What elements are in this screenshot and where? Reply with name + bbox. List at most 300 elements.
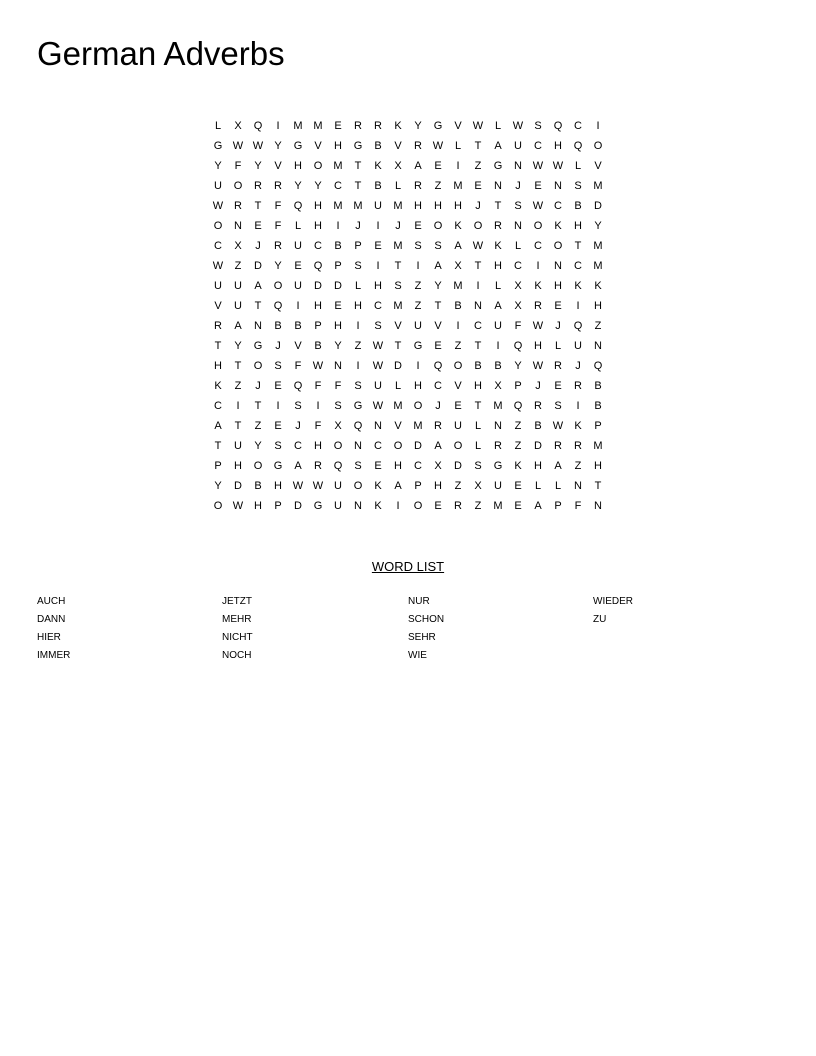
grid-cell: A xyxy=(294,460,302,472)
grid-row xyxy=(208,396,608,416)
grid-cell: R xyxy=(254,180,262,192)
grid-cell: F xyxy=(514,320,522,332)
grid-cell: U xyxy=(374,200,382,212)
grid-cell: G xyxy=(493,460,503,472)
grid-cell: P xyxy=(274,500,282,512)
grid-cell: E xyxy=(274,380,282,392)
grid-cell: A xyxy=(214,420,222,432)
word-list-item: WIEDER xyxy=(593,596,633,607)
grid-cell: G xyxy=(253,340,263,352)
grid-cell: Q xyxy=(313,260,323,272)
grid-cell: M xyxy=(453,180,463,192)
grid-cell: G xyxy=(353,400,363,412)
grid-cell: M xyxy=(593,240,603,252)
grid-cell: G xyxy=(493,160,503,172)
grid-cell: Y xyxy=(434,280,442,292)
grid-cell: M xyxy=(333,200,343,212)
grid-cell: T xyxy=(254,200,262,212)
grid-cell: K xyxy=(534,280,542,292)
grid-cell: O xyxy=(393,440,403,452)
grid-cell: F xyxy=(314,420,322,432)
grid-cell: Y xyxy=(514,360,522,372)
grid-cell: Q xyxy=(433,360,443,372)
grid-cell: O xyxy=(213,220,223,232)
grid-cell: J xyxy=(395,220,401,232)
grid-cell: R xyxy=(494,220,502,232)
grid-cell: I xyxy=(276,400,280,412)
grid-cell: B xyxy=(274,320,282,332)
grid-cell: N xyxy=(474,300,482,312)
grid-cell: R xyxy=(314,460,322,472)
grid-cell: K xyxy=(514,460,522,472)
grid-cell: I xyxy=(456,160,460,172)
grid-cell: I xyxy=(296,300,300,312)
grid-cell: H xyxy=(574,220,582,232)
grid-cell: R xyxy=(374,120,382,132)
grid-cell: Y xyxy=(214,160,222,172)
grid-cell: E xyxy=(274,420,282,432)
grid-cell: B xyxy=(454,300,462,312)
grid-cell: T xyxy=(594,480,602,492)
grid-cell: T xyxy=(574,240,582,252)
grid-row xyxy=(208,236,608,256)
grid-cell: T xyxy=(474,260,482,272)
grid-cell: H xyxy=(294,160,302,172)
grid-cell: T xyxy=(214,440,222,452)
grid-row xyxy=(208,436,608,456)
grid-cell: C xyxy=(554,200,562,212)
grid-cell: O xyxy=(453,440,463,452)
grid-cell: R xyxy=(454,500,462,512)
grid-cell: Z xyxy=(474,500,482,512)
word-list-column xyxy=(593,593,778,629)
grid-cell: L xyxy=(394,180,402,192)
grid-cell: Z xyxy=(474,160,482,172)
grid-cell: D xyxy=(394,360,402,372)
grid-cell: Z xyxy=(414,280,422,292)
grid-cell: Y xyxy=(594,220,602,232)
grid-cell: W xyxy=(512,120,524,132)
grid-row xyxy=(208,376,608,396)
grid-cell: F xyxy=(274,200,282,212)
grid-cell: G xyxy=(213,140,223,152)
grid-cell: L xyxy=(354,280,362,292)
grid-cell: E xyxy=(374,240,382,252)
grid-cell: X xyxy=(234,240,242,252)
grid-cell: X xyxy=(434,460,442,472)
grid-cell: O xyxy=(433,220,443,232)
grid-cell: W xyxy=(532,160,544,172)
grid-cell: A xyxy=(494,300,502,312)
grid-cell: N xyxy=(494,420,502,432)
grid-cell: R xyxy=(494,440,502,452)
grid-cell: H xyxy=(594,300,602,312)
grid-cell: C xyxy=(214,240,222,252)
grid-cell: C xyxy=(374,300,382,312)
grid-cell: Z xyxy=(234,260,242,272)
grid-cell: S xyxy=(394,280,402,292)
grid-cell: L xyxy=(574,160,582,172)
grid-cell: J xyxy=(515,180,521,192)
grid-cell: W xyxy=(232,140,244,152)
grid-cell: R xyxy=(214,320,222,332)
grid-cell: K xyxy=(494,240,502,252)
grid-cell: W xyxy=(372,360,384,372)
grid-cell: I xyxy=(476,280,480,292)
grid-cell: N xyxy=(574,480,582,492)
grid-cell: J xyxy=(275,340,281,352)
grid-cell: S xyxy=(274,440,282,452)
grid-cell: H xyxy=(434,480,442,492)
grid-cell: K xyxy=(374,160,382,172)
grid-cell: V xyxy=(294,340,302,352)
grid-cell: N xyxy=(594,340,602,352)
grid-cell: S xyxy=(474,460,482,472)
grid-cell: A xyxy=(534,500,542,512)
grid-cell: W xyxy=(532,200,544,212)
grid-row xyxy=(208,496,608,516)
grid-cell: Q xyxy=(573,140,583,152)
grid-cell: T xyxy=(474,340,482,352)
grid-cell: D xyxy=(294,500,302,512)
grid-cell: I xyxy=(276,120,280,132)
grid-cell: Z xyxy=(254,420,262,432)
grid-cell: I xyxy=(376,220,380,232)
grid-cell: T xyxy=(354,180,362,192)
word-list-item: IMMER xyxy=(37,650,71,661)
grid-cell: X xyxy=(334,420,342,432)
grid-row xyxy=(208,136,608,156)
grid-cell: H xyxy=(394,460,402,472)
grid-cell: H xyxy=(234,460,242,472)
grid-cell: Z xyxy=(454,480,462,492)
grid-cell: M xyxy=(493,400,503,412)
grid-cell: R xyxy=(274,180,282,192)
grid-cell: H xyxy=(554,140,562,152)
grid-cell: Y xyxy=(234,340,242,352)
grid-cell: I xyxy=(356,320,360,332)
grid-cell: Q xyxy=(553,120,563,132)
grid-cell: Q xyxy=(573,320,583,332)
grid-cell: T xyxy=(474,400,482,412)
grid-cell: G xyxy=(313,500,323,512)
grid-cell: B xyxy=(574,200,582,212)
grid-cell: V xyxy=(274,160,282,172)
grid-row xyxy=(208,476,608,496)
grid-cell: J xyxy=(535,380,541,392)
grid-cell: E xyxy=(414,220,422,232)
grid-cell: E xyxy=(474,180,482,192)
grid-cell: A xyxy=(254,280,262,292)
grid-cell: M xyxy=(413,420,423,432)
word-list-item: SCHON xyxy=(408,614,445,625)
grid-cell: Z xyxy=(414,300,422,312)
grid-cell: V xyxy=(594,160,602,172)
grid-cell: C xyxy=(434,380,442,392)
grid-cell: E xyxy=(294,260,302,272)
grid-cell: W xyxy=(552,420,564,432)
grid-cell: P xyxy=(334,260,342,272)
grid-cell: I xyxy=(576,400,580,412)
grid-cell: G xyxy=(413,340,423,352)
grid-cell: K xyxy=(454,220,462,232)
grid-cell: K xyxy=(374,500,382,512)
word-list-item: DANN xyxy=(37,614,66,625)
grid-cell: U xyxy=(294,280,302,292)
grid-cell: Y xyxy=(274,260,282,272)
grid-cell: Y xyxy=(414,120,422,132)
grid-cell: Y xyxy=(334,340,342,352)
grid-cell: S xyxy=(414,240,422,252)
grid-cell: S xyxy=(574,180,582,192)
grid-cell: O xyxy=(253,460,263,472)
grid-row xyxy=(208,336,608,356)
word-list-item: HIER xyxy=(37,632,61,643)
grid-cell: L xyxy=(494,120,502,132)
grid-cell: L xyxy=(454,140,462,152)
grid-cell: W xyxy=(312,480,324,492)
grid-cell: M xyxy=(393,200,403,212)
grid-cell: P xyxy=(314,320,322,332)
grid-cell: S xyxy=(354,260,362,272)
grid-cell: H xyxy=(414,200,422,212)
grid-cell: L xyxy=(554,480,562,492)
grid-cell: P xyxy=(214,460,222,472)
grid-cell: F xyxy=(574,500,582,512)
grid-cell: T xyxy=(214,340,222,352)
grid-cell: S xyxy=(434,240,442,252)
grid-cell: I xyxy=(396,500,400,512)
grid-cell: O xyxy=(553,240,563,252)
grid-cell: B xyxy=(474,360,482,372)
grid-cell: C xyxy=(374,440,382,452)
grid-cell: Z xyxy=(574,460,582,472)
grid-cell: I xyxy=(316,400,320,412)
grid-cell: E xyxy=(334,120,342,132)
grid-cell: Y xyxy=(294,180,302,192)
grid-cell: O xyxy=(313,160,323,172)
grid-cell: S xyxy=(354,380,362,392)
word-list-item: JETZT xyxy=(222,596,252,607)
grid-cell: W xyxy=(552,160,564,172)
grid-cell: W xyxy=(432,140,444,152)
word-list-item: NOCH xyxy=(222,650,252,661)
grid-cell: P xyxy=(354,240,362,252)
grid-cell: O xyxy=(453,360,463,372)
grid-cell: Q xyxy=(253,120,263,132)
grid-cell: W xyxy=(472,120,484,132)
grid-cell: Y xyxy=(314,180,322,192)
grid-cell: Q xyxy=(293,380,303,392)
grid-cell: X xyxy=(514,280,522,292)
grid-cell: W xyxy=(532,360,544,372)
grid-cell: N xyxy=(514,160,522,172)
grid-cell: N xyxy=(354,500,362,512)
word-list-item: WIE xyxy=(408,650,427,661)
grid-cell: L xyxy=(474,440,482,452)
grid-cell: O xyxy=(333,440,343,452)
grid-cell: A xyxy=(434,440,442,452)
grid-cell: L xyxy=(474,420,482,432)
grid-cell: V xyxy=(394,320,402,332)
grid-cell: B xyxy=(494,360,502,372)
grid-cell: T xyxy=(354,160,362,172)
grid-cell: Q xyxy=(593,360,603,372)
grid-cell: V xyxy=(434,320,442,332)
grid-cell: M xyxy=(293,120,303,132)
grid-cell: C xyxy=(574,260,582,272)
grid-cell: H xyxy=(534,340,542,352)
grid-cell: L xyxy=(494,280,502,292)
grid-cell: E xyxy=(454,400,462,412)
grid-cell: C xyxy=(534,140,542,152)
grid-cell: Y xyxy=(214,480,222,492)
grid-cell: R xyxy=(354,120,362,132)
grid-cell: B xyxy=(594,380,602,392)
grid-cell: O xyxy=(593,140,603,152)
grid-cell: Y xyxy=(274,140,282,152)
grid-cell: I xyxy=(416,260,420,272)
grid-cell: A xyxy=(414,160,422,172)
grid-cell: T xyxy=(494,200,502,212)
grid-cell: D xyxy=(234,480,242,492)
grid-cell: D xyxy=(454,460,462,472)
page-title: German Adverbs xyxy=(37,35,285,72)
grid-cell: J xyxy=(475,200,481,212)
grid-cell: R xyxy=(434,420,442,432)
grid-cell: W xyxy=(532,320,544,332)
grid-cell: U xyxy=(574,340,582,352)
grid-cell: W xyxy=(292,480,304,492)
grid-cell: V xyxy=(454,120,462,132)
grid-cell: H xyxy=(314,300,322,312)
grid-cell: Z xyxy=(234,380,242,392)
grid-cell: O xyxy=(253,360,263,372)
grid-cell: N xyxy=(494,180,502,192)
grid-cell: E xyxy=(434,160,442,172)
grid-cell: C xyxy=(534,240,542,252)
grid-cell: E xyxy=(514,480,522,492)
grid-cell: X xyxy=(234,120,242,132)
grid-row xyxy=(208,296,608,316)
grid-cell: C xyxy=(574,120,582,132)
grid-cell: H xyxy=(334,140,342,152)
grid-row xyxy=(208,356,608,376)
grid-cell: T xyxy=(234,360,242,372)
grid-cell: J xyxy=(555,320,561,332)
word-list-item: NUR xyxy=(408,596,430,607)
grid-cell: Z xyxy=(514,440,522,452)
grid-cell: F xyxy=(234,160,242,172)
grid-cell: F xyxy=(314,380,322,392)
grid-cell: N xyxy=(374,420,382,432)
word-list-item: MEHR xyxy=(222,614,252,625)
grid-cell: P xyxy=(554,500,562,512)
grid-cell: L xyxy=(294,220,302,232)
grid-cell: C xyxy=(314,240,322,252)
grid-cell: M xyxy=(453,280,463,292)
grid-cell: V xyxy=(214,300,222,312)
grid-cell: K xyxy=(554,220,562,232)
word-list-column xyxy=(37,593,222,665)
grid-cell: A xyxy=(394,480,402,492)
word-list-heading: WORD LIST xyxy=(371,559,445,574)
grid-cell: O xyxy=(473,220,483,232)
grid-cell: F xyxy=(294,360,302,372)
grid-cell: J xyxy=(435,400,441,412)
grid-cell: X xyxy=(454,260,462,272)
grid-cell: B xyxy=(314,340,322,352)
grid-row xyxy=(208,156,608,176)
grid-cell: M xyxy=(393,400,403,412)
grid-cell: R xyxy=(534,400,542,412)
grid-cell: E xyxy=(434,500,442,512)
grid-cell: U xyxy=(294,240,302,252)
grid-cell: U xyxy=(234,300,242,312)
grid-cell: Q xyxy=(513,400,523,412)
grid-cell: U xyxy=(234,280,242,292)
word-list-item: ZU xyxy=(593,614,607,625)
grid-cell: C xyxy=(214,400,222,412)
grid-cell: R xyxy=(554,360,562,372)
grid-cell: K xyxy=(374,480,382,492)
grid-cell: T xyxy=(394,340,402,352)
grid-cell: M xyxy=(313,120,323,132)
grid-cell: A xyxy=(494,140,502,152)
grid-cell: U xyxy=(214,280,222,292)
grid-cell: L xyxy=(554,340,562,352)
word-search-grid xyxy=(208,116,608,516)
grid-cell: I xyxy=(456,320,460,332)
grid-cell: H xyxy=(534,460,542,472)
grid-cell: O xyxy=(353,480,363,492)
grid-cell: N xyxy=(254,320,262,332)
grid-cell: X xyxy=(474,480,482,492)
grid-cell: E xyxy=(554,380,562,392)
grid-cell: V xyxy=(314,140,322,152)
grid-cell: H xyxy=(334,320,342,332)
grid-cell: I xyxy=(416,360,420,372)
grid-cell: N xyxy=(554,260,562,272)
grid-cell: R xyxy=(534,300,542,312)
grid-cell: F xyxy=(274,220,282,232)
grid-cell: K xyxy=(574,280,582,292)
word-list-column xyxy=(408,593,593,665)
grid-cell: M xyxy=(493,500,503,512)
grid-cell: N xyxy=(234,220,242,232)
grid-cell: K xyxy=(394,120,402,132)
grid-cell: S xyxy=(514,200,522,212)
grid-cell: X xyxy=(394,160,402,172)
grid-cell: T xyxy=(394,260,402,272)
grid-cell: C xyxy=(414,460,422,472)
grid-cell: U xyxy=(514,140,522,152)
grid-cell: T xyxy=(434,300,442,312)
grid-cell: O xyxy=(413,400,423,412)
grid-cell: W xyxy=(232,500,244,512)
grid-cell: T xyxy=(234,420,242,432)
grid-cell: R xyxy=(574,440,582,452)
grid-cell: N xyxy=(354,440,362,452)
grid-cell: G xyxy=(433,120,443,132)
grid-cell: A xyxy=(554,460,562,472)
grid-cell: I xyxy=(596,120,600,132)
grid-row xyxy=(208,216,608,236)
grid-cell: Q xyxy=(273,300,283,312)
grid-cell: L xyxy=(394,380,402,392)
grid-cell: S xyxy=(374,320,382,332)
grid-cell: M xyxy=(393,300,403,312)
